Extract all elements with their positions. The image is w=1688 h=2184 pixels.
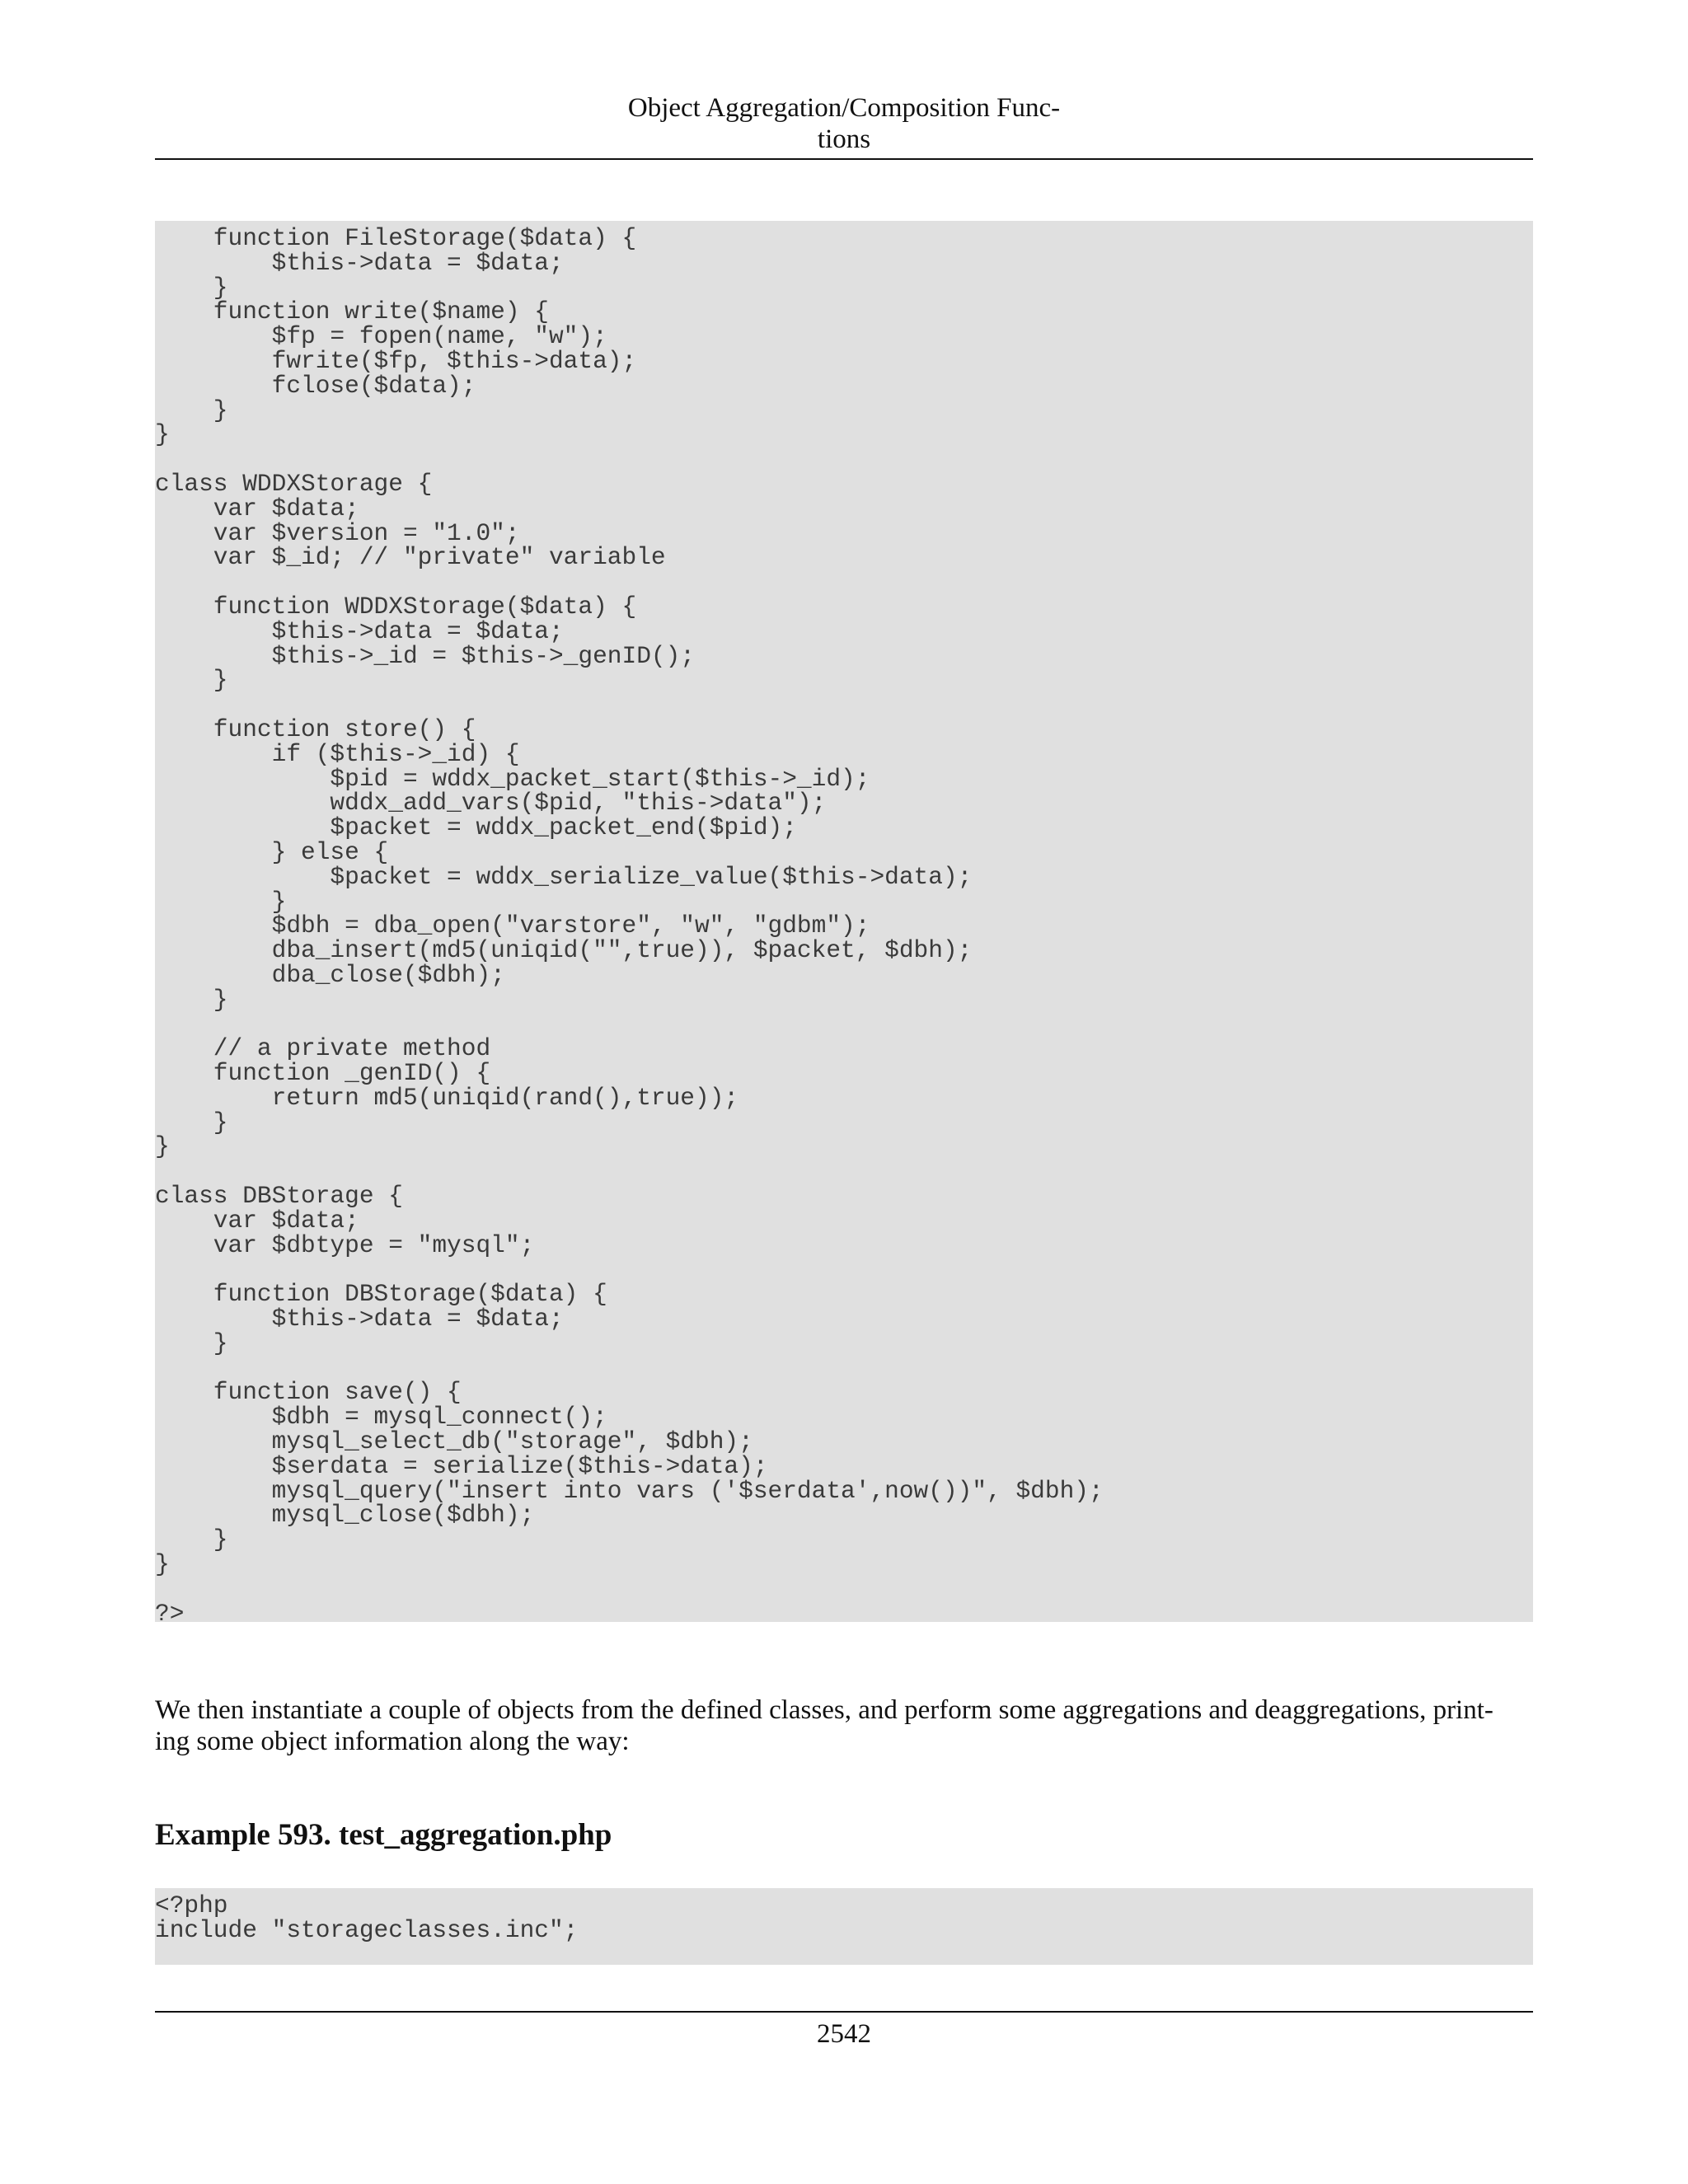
code-line: $pid = wddx_packet_start($this->_id); [155,764,870,793]
code-line: $this->data = $data; [155,616,564,645]
code-line: } [155,1526,228,1554]
code-line: function DBStorage($data) { [155,1280,607,1309]
code-listing-test-aggregation [155,1888,1533,1965]
code-line [155,448,1533,472]
footer-divider [155,2011,1533,2013]
code-line: var $data; [155,494,359,523]
code-line: return md5(uniqid(rand(),true)); [155,1083,739,1112]
code-line [155,570,1533,595]
code-line: $this->data = $data; [155,1305,564,1333]
code-line: $dbh = mysql_connect(); [155,1403,607,1432]
code-line: } [155,887,287,916]
code-line: mysql_select_db("storage", $dbh); [155,1427,753,1456]
code-line: } [155,1550,170,1579]
code-line: function WDDXStorage($data) { [155,592,637,621]
code-line: function write($name) { [155,298,549,326]
code-line: $packet = wddx_packet_end($pid); [155,813,797,842]
running-header [0,92,1688,155]
paragraph-line-2: ing some object information along the way: [155,1727,630,1756]
paragraph-line-1: We then instantiate a couple of objects from the defined classes, and perform some aggregations and deaggregations, print- [155,1695,1493,1725]
code-line: class WDDXStorage { [155,469,433,498]
code-line: mysql_query("insert into vars ('$serdata',now())", $dbh); [155,1476,1104,1505]
code-line: } [155,666,228,695]
code-line: $this->_id = $this->_genID(); [155,641,696,670]
header-title-line-2: tions [817,124,871,154]
code-line: function FileStorage($data) { [155,224,637,252]
code-line: class DBStorage { [155,1182,403,1211]
code-line: $serdata = serialize($this->data); [155,1451,768,1480]
code-line: function save() { [155,1378,462,1407]
code-line: var $data; [155,1206,359,1235]
code-line: } [155,985,228,1014]
code-line: $fp = fopen(name, "w"); [155,322,607,351]
code-line: function store() { [155,715,476,743]
header-divider [155,158,1533,160]
header-title-line-1: Object Aggregation/Composition Func- [627,93,1061,123]
code-line: } [155,1329,228,1357]
code-line: } [155,273,228,302]
code-line: ?> [155,1599,185,1622]
code-line: var $_id; // "private" variable [155,543,666,572]
code-line [155,693,1533,718]
code-line: dba_close($dbh); [155,960,505,989]
code-line: fwrite($fp, $this->data); [155,346,637,375]
code-line: $packet = wddx_serialize_value($this->data); [155,862,973,891]
code-line [155,1160,1533,1184]
code-line: if ($this->_id) { [155,739,520,768]
body-paragraph [155,1694,1533,1757]
code-listing-storage-classes [155,221,1533,1622]
code-line: $dbh = dba_open("varstore", "w", "gdbm"); [155,912,870,940]
code-line: } [155,396,228,424]
code-line: } else { [155,837,389,866]
code-line: <?php [155,1891,228,1919]
code-line: } [155,1108,228,1137]
page-number: 2542 [817,2019,871,2049]
code-line [155,1258,1533,1282]
code-line: var $dbtype = "mysql"; [155,1230,535,1259]
code-line: } [155,1132,170,1161]
code-line [155,1357,1533,1381]
code-line: dba_insert(md5(uniqid("",true)), $packet, $dbh); [155,936,973,965]
code-line: // a private method [155,1034,491,1063]
code-line: function _genID() { [155,1059,491,1088]
example-title: Example 593. test_aggregation.php [155,1818,612,1852]
code-line: $this->data = $data; [155,248,564,277]
code-line: include "storageclasses.inc"; [155,1915,579,1944]
code-line: wddx_add_vars($pid, "this->data"); [155,789,827,818]
code-line: } [155,420,170,449]
code-line [155,1013,1533,1038]
code-line: mysql_close($dbh); [155,1501,535,1530]
code-line: fclose($data); [155,371,476,400]
code-line [155,1577,1533,1602]
code-line: var $version = "1.0"; [155,518,520,547]
